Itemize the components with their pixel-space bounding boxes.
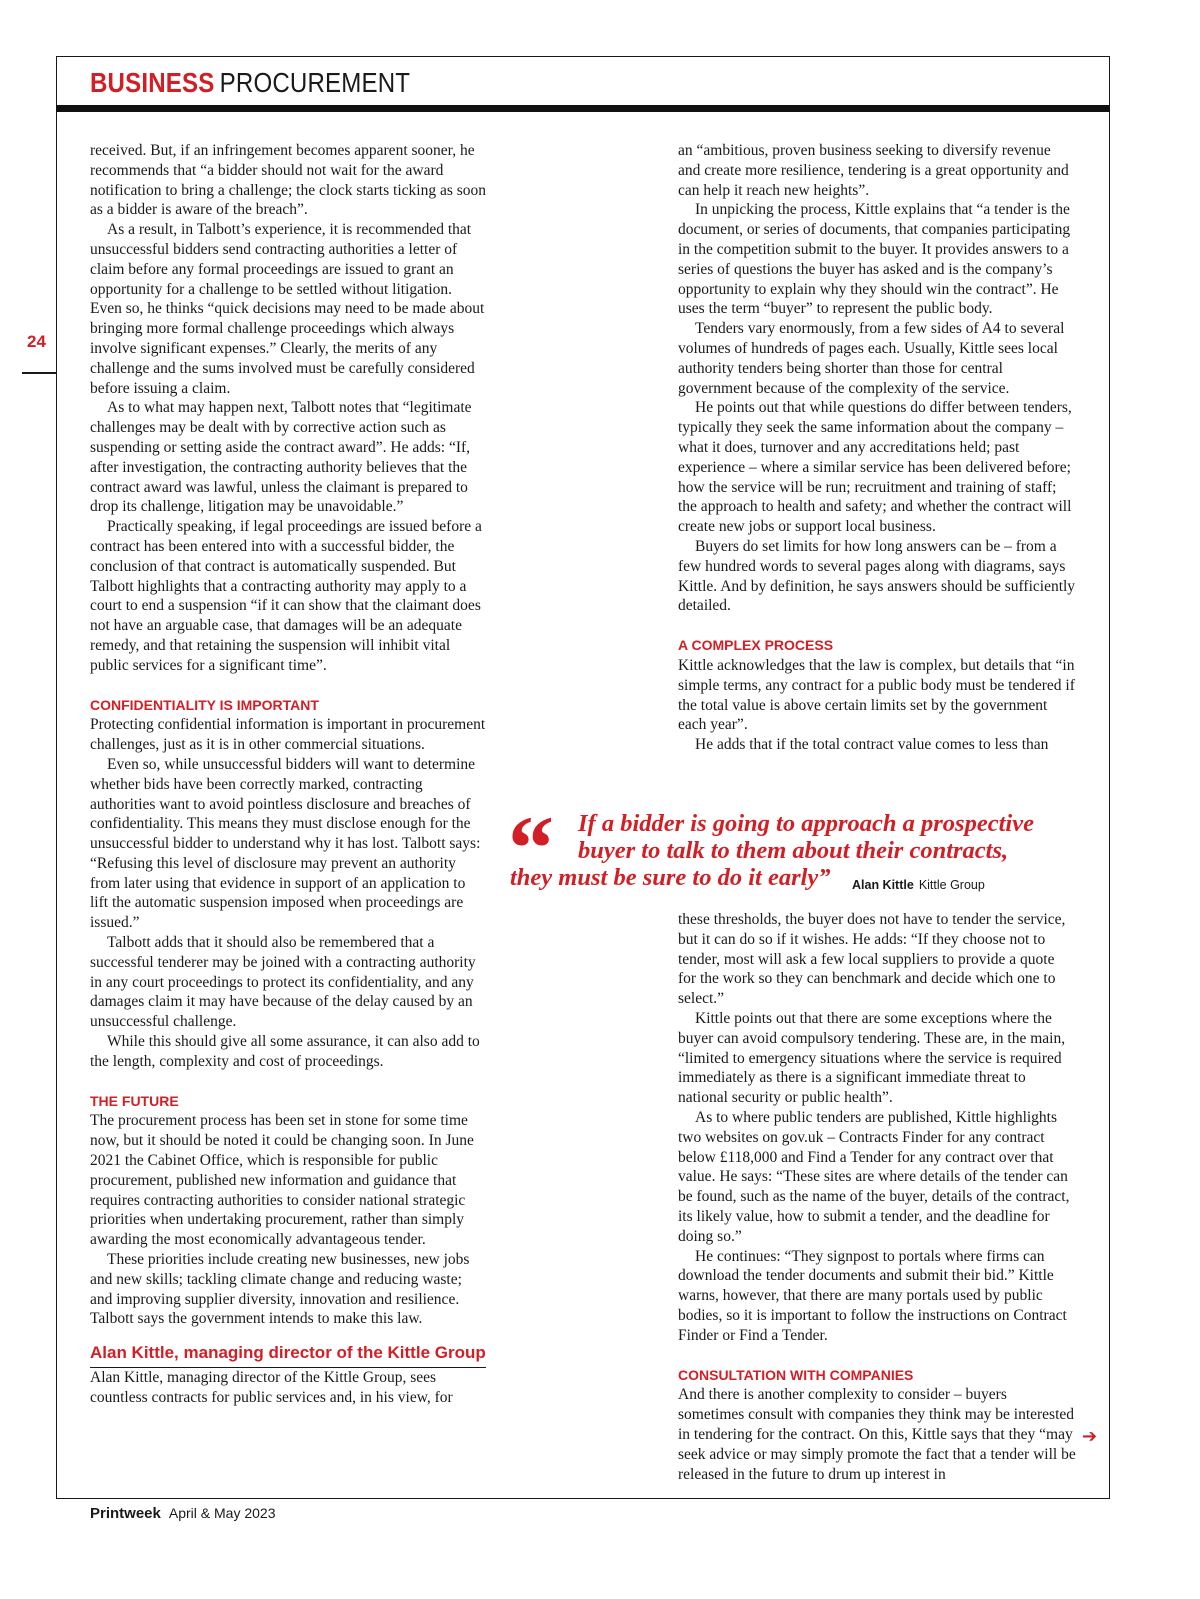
page-footer xyxy=(90,1504,275,1523)
paragraph: these thresholds, the buyer does not have to tender the service, but it can do so if it wishes. He adds: “If they choose not to tender, most will ask a few local suppliers to provide a quote for the work so they can benchmark and decide which one to select.” xyxy=(678,911,1066,1008)
pull-quote-attribution xyxy=(852,872,985,899)
paragraph: Alan Kittle, managing director of the Kittle Group, sees countless contracts for public services and, in his view, for xyxy=(90,1369,453,1407)
paragraph: While this should give all some assurance, it can also add to the length, complexity and cost of proceedings. xyxy=(90,1033,480,1070)
paragraph: As to where public tenders are published, Kittle highlights two websites on gov.uk – Contracts Finder for any contract below £118,000 and Find a Tender for any contract over that value. He says: “These sites are where details of the tender can be found, such as the name of the buyer, details of the contract, its likely value, how to submit a tender, and the deadline for doing so.” xyxy=(678,1108,1070,1245)
pull-quote-line: If a bidder is going to approach a prospective xyxy=(578,810,1034,837)
issue-date: April & May 2023 xyxy=(168,1505,276,1521)
section-header xyxy=(90,66,410,100)
paragraph: Kittle acknowledges that the law is complex, but details that “in simple terms, any contract for a public body must be tendered if the total value is above certain limits set by the government each year”. xyxy=(678,656,1075,734)
paragraph: These priorities include creating new businesses, new jobs and new skills; tackling climate change and reducing waste; and improving supplier diversity, innovation and resilience. Talbott says the government intends to make this law. xyxy=(90,1251,470,1328)
section-heading: CONFIDENTIALITY IS IMPORTANT xyxy=(90,696,319,713)
section-label: BUSINESS xyxy=(90,67,215,98)
paragraph: In unpicking the process, Kittle explains that “a tender is the document, or series of documents, that companies participating in the competition submit to the buyer. It provides answers to a series of questions the buyer has asked and is the company’s opportunity to explain why they should win the contract”. He uses the term “buyer” to represent the public body. xyxy=(678,201,1071,318)
profile-subhead: Alan Kittle, managing director of the Kittle Group xyxy=(90,1341,486,1368)
paragraph: Even so, while unsuccessful bidders will want to determine whether bids have been correctly marked, contracting authorities want to avoid pointless disclosure and breaches of confidentiality. This means they must disclose enough for the unsuccessful bidder to understand why it has lost. Talbott says: “Refusing this level of disclosure may prevent an authority from later using that evidence in support of an application to lift the automatic suspension imposed when proceedings are issued.” xyxy=(90,755,481,932)
paragraph: Buyers do set limits for how long answers can be – from a few hundred words to several pages along with diagrams, says Kittle. And by definition, he says answers should be sufficiently detailed. xyxy=(678,537,1076,615)
header-rule xyxy=(56,105,1110,112)
pull-quote-line: they must be sure to do it early” xyxy=(510,864,831,891)
paragraph: an “ambitious, proven business seeking to diversify revenue and create more resilience, tendering is a great opportunity and can help it reach new heights”. xyxy=(678,142,1069,199)
section-heading: CONSULTATION WITH COMPANIES xyxy=(678,1366,914,1383)
page-number-rule xyxy=(22,372,56,374)
paragraph: Talbott adds that it should also be remembered that a successful tenderer may be joined with a contracting authority in any court proceedings to protect its confidentiality, and any damages claim it may have because of the delay caused by an unsuccessful challenge. xyxy=(90,934,476,1031)
paragraph: Tenders vary enormously, from a few sides of A4 to several volumes of hundreds of pages each. Usually, Kittle sees local authority tenders being shorter than those for central government because of the complexity of the service. xyxy=(678,320,1065,397)
page-number: 24 xyxy=(27,332,46,351)
frame-top-border xyxy=(56,56,1110,57)
paragraph: As to what may happen next, Talbott notes that “legitimate challenges may be dealt with by corrective action such as suspending or setting aside the contract award”. He adds: “If, after investigation, the contracting authority believes that the contract award was lawful, unless the claimant is prepared to drop its challenge, litigation may be unavoidable.” xyxy=(90,399,472,516)
paragraph: He adds that if the total contract value comes to less than xyxy=(695,736,1049,754)
section-heading: THE FUTURE xyxy=(90,1092,179,1109)
paragraph: received. But, if an infringement becomes apparent sooner, he recommends that “a bidder should not wait for the award notification to bring a challenge; the clock starts ticking as soon as a bidder is aware of the breach”. xyxy=(90,142,487,219)
paragraph: Practically speaking, if legal proceedings are issued before a contract has been entered into with a successful bidder, the conclusion of that contract is automatically suspended. But Talbott highlights that a contracting authority may apply to a court to end a suspension “if it can show that the claimant does not have an arguable case, that damages will be an adequate remedy, and that retaining the suspension will inhibit vital public services for a significant time”. xyxy=(90,518,482,674)
paragraph: And there is another complexity to consider – buyers sometimes consult with companies they think may be interested in tendering for the contract. On this, Kittle says that they “may seek advice or may simply promote the fact that a tender will be released in the future to drum up interest in xyxy=(678,1386,1076,1483)
publication-name: Printweek xyxy=(90,1505,161,1522)
right-column-top xyxy=(678,141,1076,755)
paragraph: Protecting confidential information is important in procurement challenges, just as it is in other commercial situations. xyxy=(90,716,486,754)
subsection-label: PROCUREMENT xyxy=(219,67,411,98)
right-column-bottom xyxy=(678,910,1076,1484)
attribution-company: Kittle Group xyxy=(918,878,985,892)
pull-quote-line: buyer to talk to them about their contracts, xyxy=(578,837,1009,864)
paragraph: Kittle points out that there are some exceptions where the buyer can avoid compulsory tendering. These are, in the main, “limited to emergency situations where the service is required immediately as there is a significant immediate threat to national security or public health”. xyxy=(678,1009,1066,1107)
continue-arrow-icon: ➔ xyxy=(1082,1426,1098,1447)
paragraph: As a result, in Talbott’s experience, it is recommended that unsuccessful bidders send contracting authorities a letter of claim before any formal proceedings are issued to grant an opportunity for a challenge to be settled without litigation. Even so, he thinks “quick decisions may need to be made about bringing more formal challenge proceedings which always involve significant expenses.” Clearly, the merits of any challenge and the sums involved must be carefully considered before issuing a claim. xyxy=(90,221,485,397)
section-heading: A COMPLEX PROCESS xyxy=(678,637,834,654)
paragraph: The procurement process has been set in stone for some time now, but it should be noted it could be changing soon. In June 2021 the Cabinet Office, which is responsible for public procurement, published new information and guidance that requires contracting authorities to consider national strategic priorities when undertaking procurement, rather than simply awarding the most economically advantageous tender. xyxy=(90,1112,474,1249)
paragraph: He continues: “They signpost to portals where firms can download the tender documents and submit their bid.” Kittle warns, however, that there are many portals used by public bodies, so it is important to follow the instructions on Contract Finder or Find a Tender. xyxy=(678,1247,1067,1344)
quote-mark-icon: “ xyxy=(508,797,554,899)
paragraph: He points out that while questions do differ between tenders, typically they seek the same information about the company – what it does, turnover and any accreditations held; past experience – where a similar service has been delivered before; how the service will be run; recruitment and training of staff; the approach to health and safety; and whether the contract will create new jobs or support local business. xyxy=(678,399,1072,536)
attribution-name: Alan Kittle xyxy=(852,878,914,892)
left-column xyxy=(90,141,486,1408)
